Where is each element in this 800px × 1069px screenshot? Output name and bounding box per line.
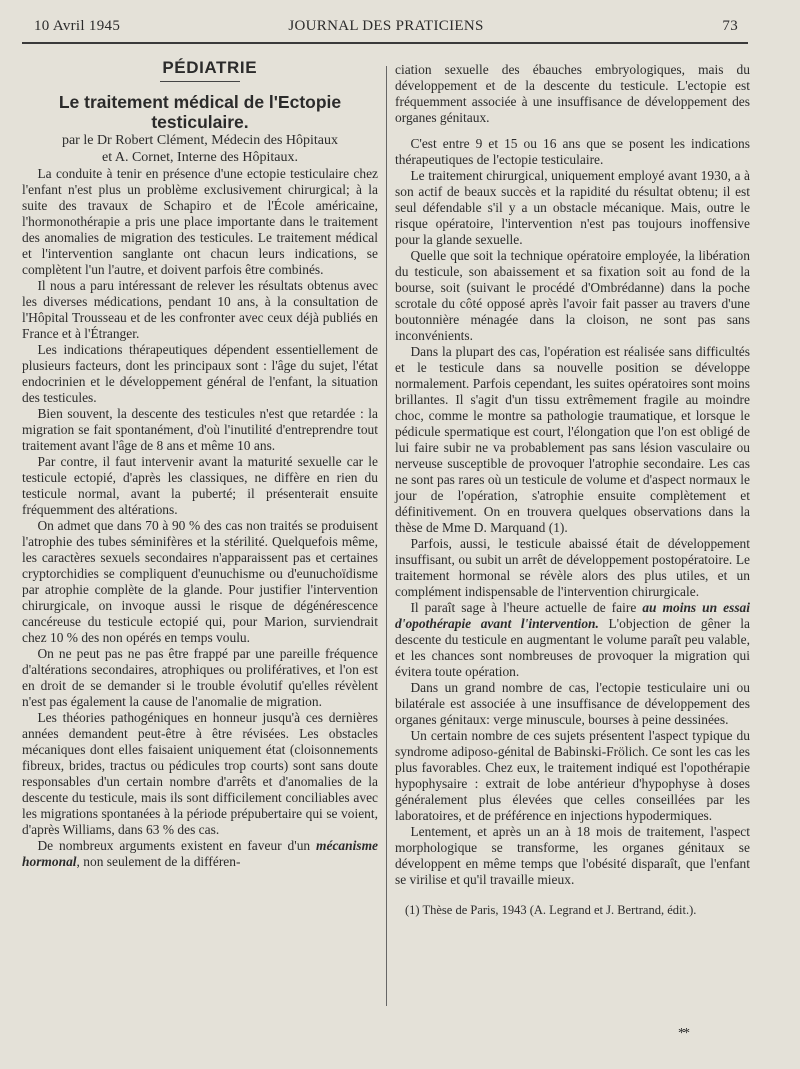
- paragraph-continuation: ciation sexuelle des ébauches embryologiques, mais du développement et de la descente du testicule. L'ectopie est fréquemment associée à une insuffisance de développement des organes génitaux.: [395, 62, 750, 125]
- paragraph: Parfois, aussi, le testicule abaissé était de développement insuffisant, ou subit un arrêt de développement postopératoire. Le traitement hormonal se révèle alors des plus utiles, et un complément indispensable de l'intervention chirurgicale.: [395, 536, 750, 599]
- paragraph: C'est entre 9 et 15 ou 16 ans que se posent les indications thérapeutiques de l'ectopie testiculaire.: [395, 136, 750, 167]
- byline-authors-2: et A. Cornet, Interne des Hôpitaux.: [102, 150, 298, 165]
- section-heading: PÉDIATRIE: [162, 58, 258, 77]
- paragraph: Quelle que soit la technique opératoire employée, la libération du testicule, son abaissement et sa fixation soit au fond de la bourse, soit (suivant le procédé d'Ombrédanne) dans la poche scrotale du côté opposé après l'avoir fait passer au travers d'une boutonnière ménagée dans la cloison, ne sont pas sans inconvénients.: [395, 248, 750, 343]
- running-header: [34, 18, 738, 40]
- text-run: De nombreux arguments existent en faveur d'un: [37, 838, 317, 853]
- byline-authors-1: par le Dr Robert Clément, Médecin des Hôpitaux: [61, 133, 339, 148]
- paragraph: [22, 838, 378, 870]
- emphasis: mécanisme hormonal: [22, 838, 378, 869]
- left-column: [22, 60, 378, 870]
- text-run: L'objection de gêner la descente du testicule en augmentant le volume paraît peu valable, et les chances sont nombreuses de provoquer la migration qui évitera toute opération.: [395, 616, 750, 679]
- paragraph: On ne peut pas ne pas être frappé par une pareille fréquence d'altérations secondaires, atrophiques ou prolifératives, et l'on est en droit de se demander si le trouble évolutif qu'elles révèlent n'est pas également la cause de l'anomalie de migration.: [22, 646, 378, 709]
- journal-name: JOURNAL DES PRATICIENS: [288, 18, 484, 34]
- issue-date: 10 Avril 1945: [34, 18, 121, 34]
- paragraph: Bien souvent, la descente des testicules n'est que retardée : la migration se fait spontanément, d'où l'inutilité d'entreprendre tout traitement avant l'âge de 8 ans et même 10 ans.: [22, 406, 378, 453]
- paragraph: Dans un grand nombre de cas, l'ectopie testiculaire uni ou bilatérale est associée à une insuffisance de développement des organes génitaux: verge minuscule, bourses à peine dessinées.: [395, 680, 750, 727]
- right-column: [395, 62, 750, 918]
- paragraph: Un certain nombre de ces sujets présentent l'aspect typique du syndrome adiposo-génital de Babinski-Frölich. Ce sont les cas les plus favorables. Chez eux, le traitement indiqué est l'opothérapie hypophysaire : extrait de lobe antérieur d'hypophyse à doses généralement plus élevées que celles conseillées par les laboratoires, et de préférence en injections hypodermiques.: [395, 728, 750, 823]
- text-run: , non seulement de la différen-: [76, 854, 241, 869]
- section-rule: [160, 81, 240, 82]
- paragraph: Le traitement chirurgical, uniquement employé avant 1930, a à son actif de beaux succès et la rapidité du résultat obtenu; il est seul défendable s'il y a un obstacle mécanique. Mais, outre le risque opératoire, l'intervention n'est pas toujours inoffensive pour la glande sexuelle.: [395, 168, 750, 247]
- paragraph: Lentement, et après un an à 18 mois de traitement, l'aspect morphologique se transforme, les organes génitaux se développent en même temps que l'obésité disparaît, que l'enfant se virilise et qu'il travaille mieux.: [395, 824, 750, 887]
- paragraph: [395, 600, 750, 680]
- header-rule: [22, 42, 748, 44]
- column-divider: [386, 66, 387, 1006]
- article-title: Le traitement médical de l'Ectopie testiculaire.: [58, 92, 342, 132]
- paragraph: Les indications thérapeutiques dépendent essentiellement de plusieurs facteurs, dont les principaux sont : l'âge du sujet, l'état endocrinien et le développement général de l'enfant, la situation des testicules.: [22, 342, 378, 405]
- paragraph: La conduite à tenir en présence d'une ectopie testiculaire chez l'enfant n'est plus un problème exclusivement chirurgical; à la suite des travaux de Schapiro et de l'École américaine, l'hormonothérapie a pris une place importante dans le traitement des anomalies de migration des testicules. Le traitement médical et l'intervention sanglante ont chacun leurs indications, se complètent l'un l'autre, et doivent parfois être combinés.: [22, 166, 378, 277]
- footnote: (1) Thèse de Paris, 1943 (A. Legrand et J. Bertrand, édit.).: [405, 903, 697, 917]
- paragraph: Les théories pathogéniques en honneur jusqu'à ces dernières années demandent peut-être à être révisées. Les obstacles mécaniques dont elles faisaient uniquement état (cloisonnements fibreux, brides, tractus ou pédicules trop courts) sont sans doute responsables d'un certain nombre d'arrêts et d'anomalies de la descente du testicule, mais ils sont difficilement conciliables avec les migrations spontanées à la période prépubertaire qui se voient, d'après Williams, dans 63 % des cas.: [22, 710, 378, 837]
- emphasis: au moins un essai d'opothérapie avant l'intervention.: [395, 600, 751, 631]
- paragraph: Il nous a paru intéressant de relever les résultats obtenus avec les diverses médications, pendant 10 ans, à la consultation de l'Hôpital Trousseau et de les confronter avec ceux déjà publiés en France et à l'Étranger.: [22, 278, 378, 341]
- text-run: Il paraît sage à l'heure actuelle de faire: [410, 600, 643, 615]
- paragraph: Par contre, il faut intervenir avant la maturité sexuelle car le testicule ectopié, d'après les classiques, ne diffère en rien du testicule normal, avant la puberté; il présenterait ensuite fréquemment des altérations.: [22, 454, 378, 517]
- paragraph: On admet que dans 70 à 90 % des cas non traités se produisent l'atrophie des tubes séminifères et la stérilité. Quelquefois même, les caractères sexuels secondaires n'apparaissent pas et certaines cryptorchidies se compliquent d'eunuchisme ou d'eunuchoïdisme par atrophie complète de la glande. Pour justifier l'intervention chirurgicale, on invoque aussi le risque de dégénérescence cancéreuse du testicule ectopié qui, pour Marion, surviendrait chez 10 % des non opérés en temps voulu.: [22, 518, 378, 645]
- byline: [22, 132, 378, 166]
- end-ornament: **: [678, 1026, 688, 1041]
- paragraph: Dans la plupart des cas, l'opération est réalisée sans difficultés et le testicule dans sa nouvelle position se développe normalement. Parfois cependant, les suites opératoires sont moins brillantes. Il s'agit d'un tissu extrêmement fragile au moindre choc, comme le montre sa pathologie traumatique, et lorsque le pédicule spermatique est court, l'élongation que l'on est obligé de lui faire subir ne va probablement pas sans lésion vasculaire ou nerveuse susceptible de provoquer l'atrophie secondaire. Les cas ne sont pas rares où un testicule de volume et d'aspect normaux le jour de l'opération, s'atrophie ensuite complètement et définitivement. On en trouvera quelques observations dans la thèse de Mme D. Marquand (1).: [395, 344, 750, 535]
- page-number: 73: [722, 18, 738, 34]
